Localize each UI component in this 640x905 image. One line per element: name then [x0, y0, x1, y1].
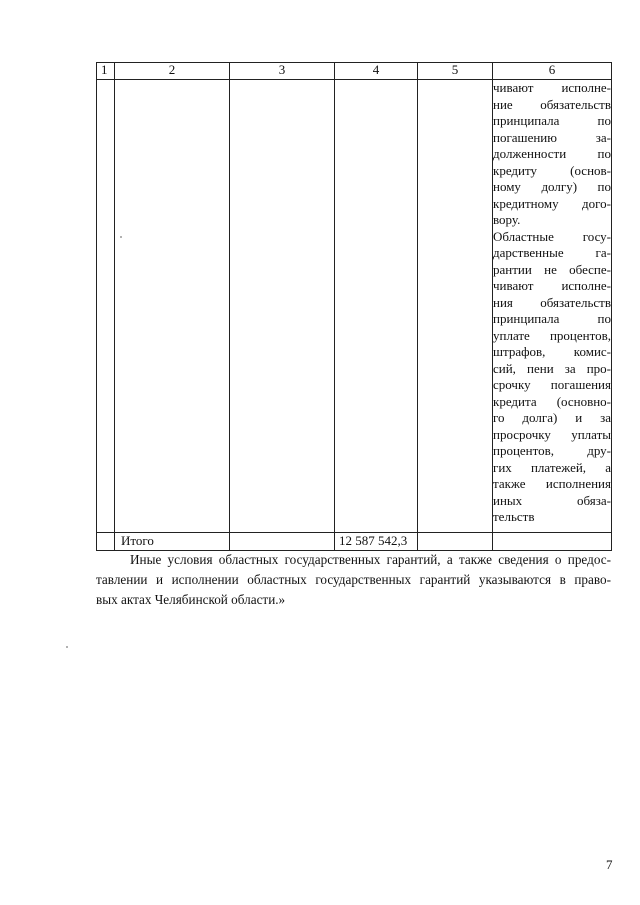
cell-col2 — [115, 80, 230, 533]
paragraph-line: вых актах Челябинской области.» — [96, 592, 286, 607]
conditions-line: иных обяза- — [493, 492, 611, 508]
conditions-line: тельств — [493, 509, 535, 524]
conditions-line: кредита (основно- — [493, 393, 611, 409]
total-row — [97, 533, 612, 551]
cell-col5 — [418, 80, 493, 533]
scan-speck — [66, 646, 68, 648]
conditions-line: штрафов, комис- — [493, 344, 611, 359]
cell-col3 — [230, 80, 335, 533]
total-amount: 12 587 542,3 — [335, 533, 418, 551]
total-cell-col3 — [230, 533, 335, 551]
conditions-line: чивают исполне- — [493, 80, 611, 95]
total-cell-col6 — [493, 533, 612, 551]
conditions-line: вору. — [493, 212, 521, 227]
conditions-line: также исполнения — [493, 476, 611, 491]
closing-paragraph — [96, 550, 611, 610]
page-number: 7 — [606, 857, 613, 872]
conditions-line: рантии не обеспе- — [493, 261, 611, 277]
scan-speck — [120, 236, 122, 238]
conditions-line: Областные госу- — [493, 228, 611, 244]
table-header-row — [97, 63, 612, 80]
conditions-line: гих платежей, а — [493, 459, 611, 475]
conditions-line: ние обязательств — [493, 96, 611, 112]
total-cell-col5 — [418, 533, 493, 551]
conditions-line: кредитному дого- — [493, 195, 611, 211]
guarantee-conditions-cell — [493, 80, 612, 533]
conditions-line: срочку погашения — [493, 377, 611, 392]
total-cell-col1 — [97, 533, 115, 551]
conditions-line: погашению за- — [493, 129, 611, 145]
conditions-line: принципала по — [493, 311, 611, 326]
header-cell-3: 3 — [230, 63, 335, 80]
conditions-line: процентов, дру- — [493, 443, 611, 458]
conditions-line: го долга) и за — [493, 410, 611, 425]
conditions-line: уплате процентов, — [493, 327, 611, 343]
conditions-line: ному долгу) по — [493, 179, 611, 194]
conditions-line: принципала по — [493, 113, 611, 128]
conditions-line: чивают исполне- — [493, 278, 611, 293]
total-label: Итого — [115, 533, 230, 551]
cell-col1 — [97, 80, 115, 533]
header-cell-1: 1 — [97, 63, 115, 80]
header-cell-2: 2 — [115, 63, 230, 80]
conditions-line: дарственные га- — [493, 245, 611, 260]
conditions-line: просрочку уплаты — [493, 426, 611, 442]
header-cell-5: 5 — [418, 63, 493, 80]
paragraph-line: тавлении и исполнении областных государственных гарантий указываются в право- — [96, 572, 611, 587]
header-cell-6: 6 — [493, 63, 612, 80]
conditions-line: долженности по — [493, 146, 611, 161]
header-cell-4: 4 — [335, 63, 418, 80]
conditions-line: ния обязательств — [493, 294, 611, 310]
cell-col4 — [335, 80, 418, 533]
table-row — [97, 80, 612, 533]
conditions-line: сий, пени за про- — [493, 360, 611, 376]
conditions-line: кредиту (основ- — [493, 162, 611, 178]
paragraph-line: Иные условия областных государственных гарантий, а также сведения о предос- — [130, 552, 611, 567]
guarantees-table — [96, 62, 612, 551]
